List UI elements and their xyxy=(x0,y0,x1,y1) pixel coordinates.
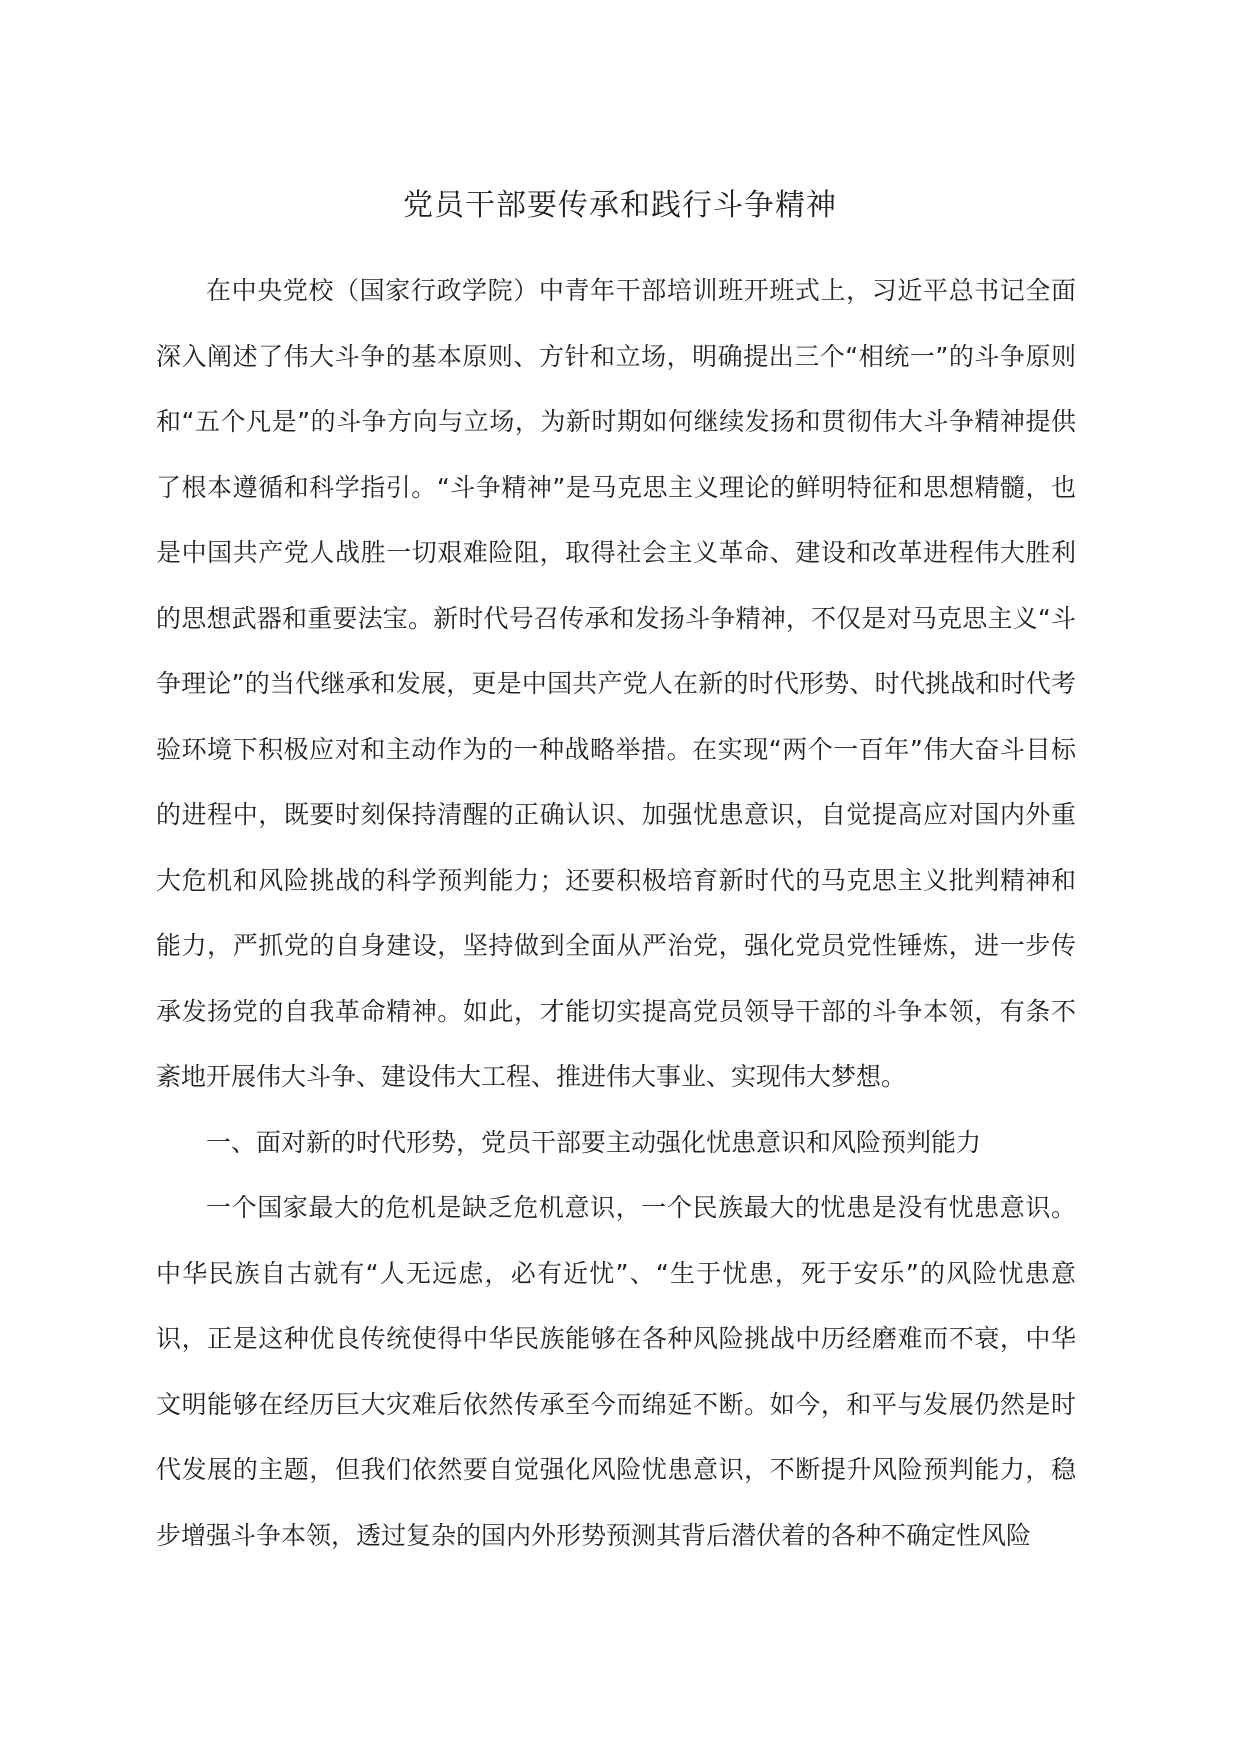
document-title: 党员干部要传承和践行斗争精神 xyxy=(403,188,837,223)
paragraph-section-1: 一个国家最大的危机是缺乏危机意识，一个民族最大的忧患是没有忧患意识。中华民族自古就有“人无远虑，必有近忧”、“生于忧患，死于安乐”的风险忧患意识，正是这种优良传统使得中华民族能够在各种风险挑战中历经磨难而不衰，中华文明能够在经历巨大灾难后依然传承至今而绵延不断。如今，和平与发展仍然是时代发展的主题，但我们依然要自觉强化风险忧患意识，不断提升风险预判能力，稳步增强斗争本领，透过复杂的国内外形势预测其背后潜伏着的各种不确定性风险 xyxy=(156,1193,1076,1550)
paragraph-intro: 在中央党校（国家行政学院）中青年干部培训班开班式上，习近平总书记全面深入阐述了伟大斗争的基本原则、方针和立场，明确提出三个“相统一”的斗争原则和“五个凡是”的斗争方向与立场，为新时期如何继续发扬和贯彻伟大斗争精神提供了根本遵循和科学指引。“斗争精神”是马克思主义理论的鲜明特征和思想精髓，也是中国共产党人战胜一切艰难险阻，取得社会主义革命、建设和改革进程伟大胜利的思想武器和重要法宝。新时代号召传承和发扬斗争精神，不仅是对马克思主义“斗争理论”的当代继承和发展，更是中国共产党人在新的时代形势、时代挑战和时代考验环境下积极应对和主动作为的一种战略举措。在实现“两个一百年”伟大奋斗目标的进程中，既要时刻保持清醒的正确认识、加强忧患意识，自觉提高应对国内外重大危机和风险挑战的科学预判能力；还要积极培育新时代的马克思主义批判精神和能力，严抓党的自身建设，坚持做到全面从严治党，强化党员党性锤炼，进一步传承发扬党的自我革命精神。如此，才能切实提高党员领导干部的斗争本领，有条不紊地开展伟大斗争、建设伟大工程、推进伟大事业、实现伟大梦想。 xyxy=(156,276,1076,1091)
section-heading-1: 一、面对新的时代形势，党员干部要主动强化忧患意识和风险预判能力 xyxy=(206,1127,982,1157)
document-body xyxy=(156,258,1076,1568)
